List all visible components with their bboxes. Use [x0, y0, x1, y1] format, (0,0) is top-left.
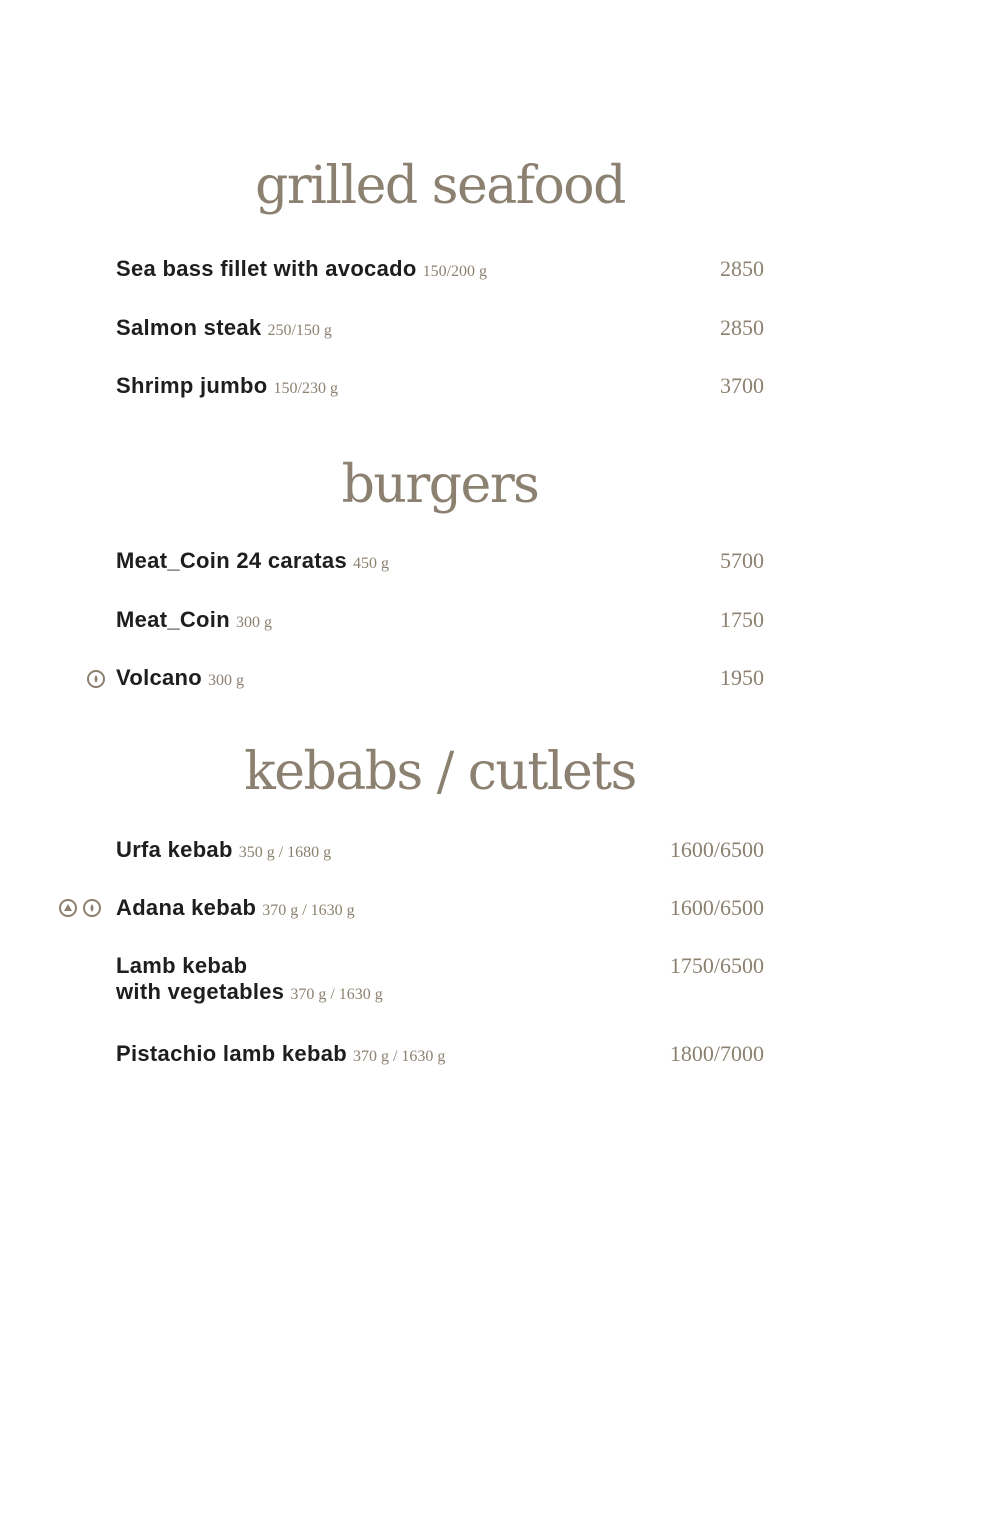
spicy-icon — [83, 899, 101, 917]
item-name-line2: with vegetables — [116, 979, 285, 1004]
item-weight: 350 g / 1680 g — [238, 844, 332, 861]
item-price: 2850 — [720, 256, 764, 281]
item-name: Sea bass fillet with avocado — [116, 256, 417, 281]
menu-item — [116, 256, 764, 282]
menu-item — [116, 548, 764, 574]
item-icons — [59, 899, 101, 917]
item-name-line1: Lamb kebab — [116, 953, 248, 978]
menu-item — [116, 607, 764, 633]
item-name: Meat_Coin 24 caratas — [116, 548, 347, 573]
item-price: 1950 — [720, 665, 764, 690]
item-weight: 250/150 g — [267, 322, 332, 339]
item-name: Urfa kebab — [116, 837, 233, 862]
item-price: 1600/6500 — [669, 895, 764, 920]
item-icons — [87, 670, 105, 688]
item-price: 2850 — [720, 315, 764, 340]
item-weight: 150/200 g — [422, 263, 488, 280]
item-weight: 370 g / 1630 g — [290, 986, 383, 1003]
item-weight: 370 g / 1630 g — [262, 902, 355, 919]
section-title-burgers: burgers — [341, 455, 539, 515]
item-price: 3700 — [720, 373, 764, 398]
item-price: 1750 — [720, 607, 764, 632]
item-weight: 450 g — [353, 555, 389, 572]
menu-item — [116, 953, 764, 1005]
menu-item — [116, 837, 764, 863]
item-name: Shrimp jumbo — [116, 373, 268, 398]
menu-item — [116, 373, 764, 399]
menu-item — [116, 1041, 764, 1067]
item-weight: 370 g / 1630 g — [352, 1048, 446, 1065]
signature-icon — [59, 899, 77, 917]
item-price: 5700 — [720, 548, 764, 573]
item-price: 1600/6500 — [669, 837, 764, 862]
section-title-grilled-seafood: grilled seafood — [255, 156, 625, 216]
item-price: 1800/7000 — [669, 1041, 764, 1066]
item-name: Salmon steak — [116, 315, 262, 340]
item-name: Meat_Coin — [116, 607, 230, 632]
item-weight: 300 g — [208, 672, 245, 689]
menu-item — [116, 315, 764, 341]
item-weight: 150/230 g — [273, 380, 338, 397]
spicy-icon — [87, 670, 105, 688]
item-weight: 300 g — [235, 614, 272, 631]
menu-item — [116, 895, 764, 921]
item-name: Volcano — [116, 665, 203, 690]
menu-item — [116, 665, 764, 691]
section-title-kebabs: kebabs / cutlets — [244, 742, 636, 802]
item-name: Adana kebab — [116, 895, 257, 920]
item-name: Pistachio lamb kebab — [116, 1041, 347, 1066]
item-price: 1750/6500 — [669, 953, 764, 978]
